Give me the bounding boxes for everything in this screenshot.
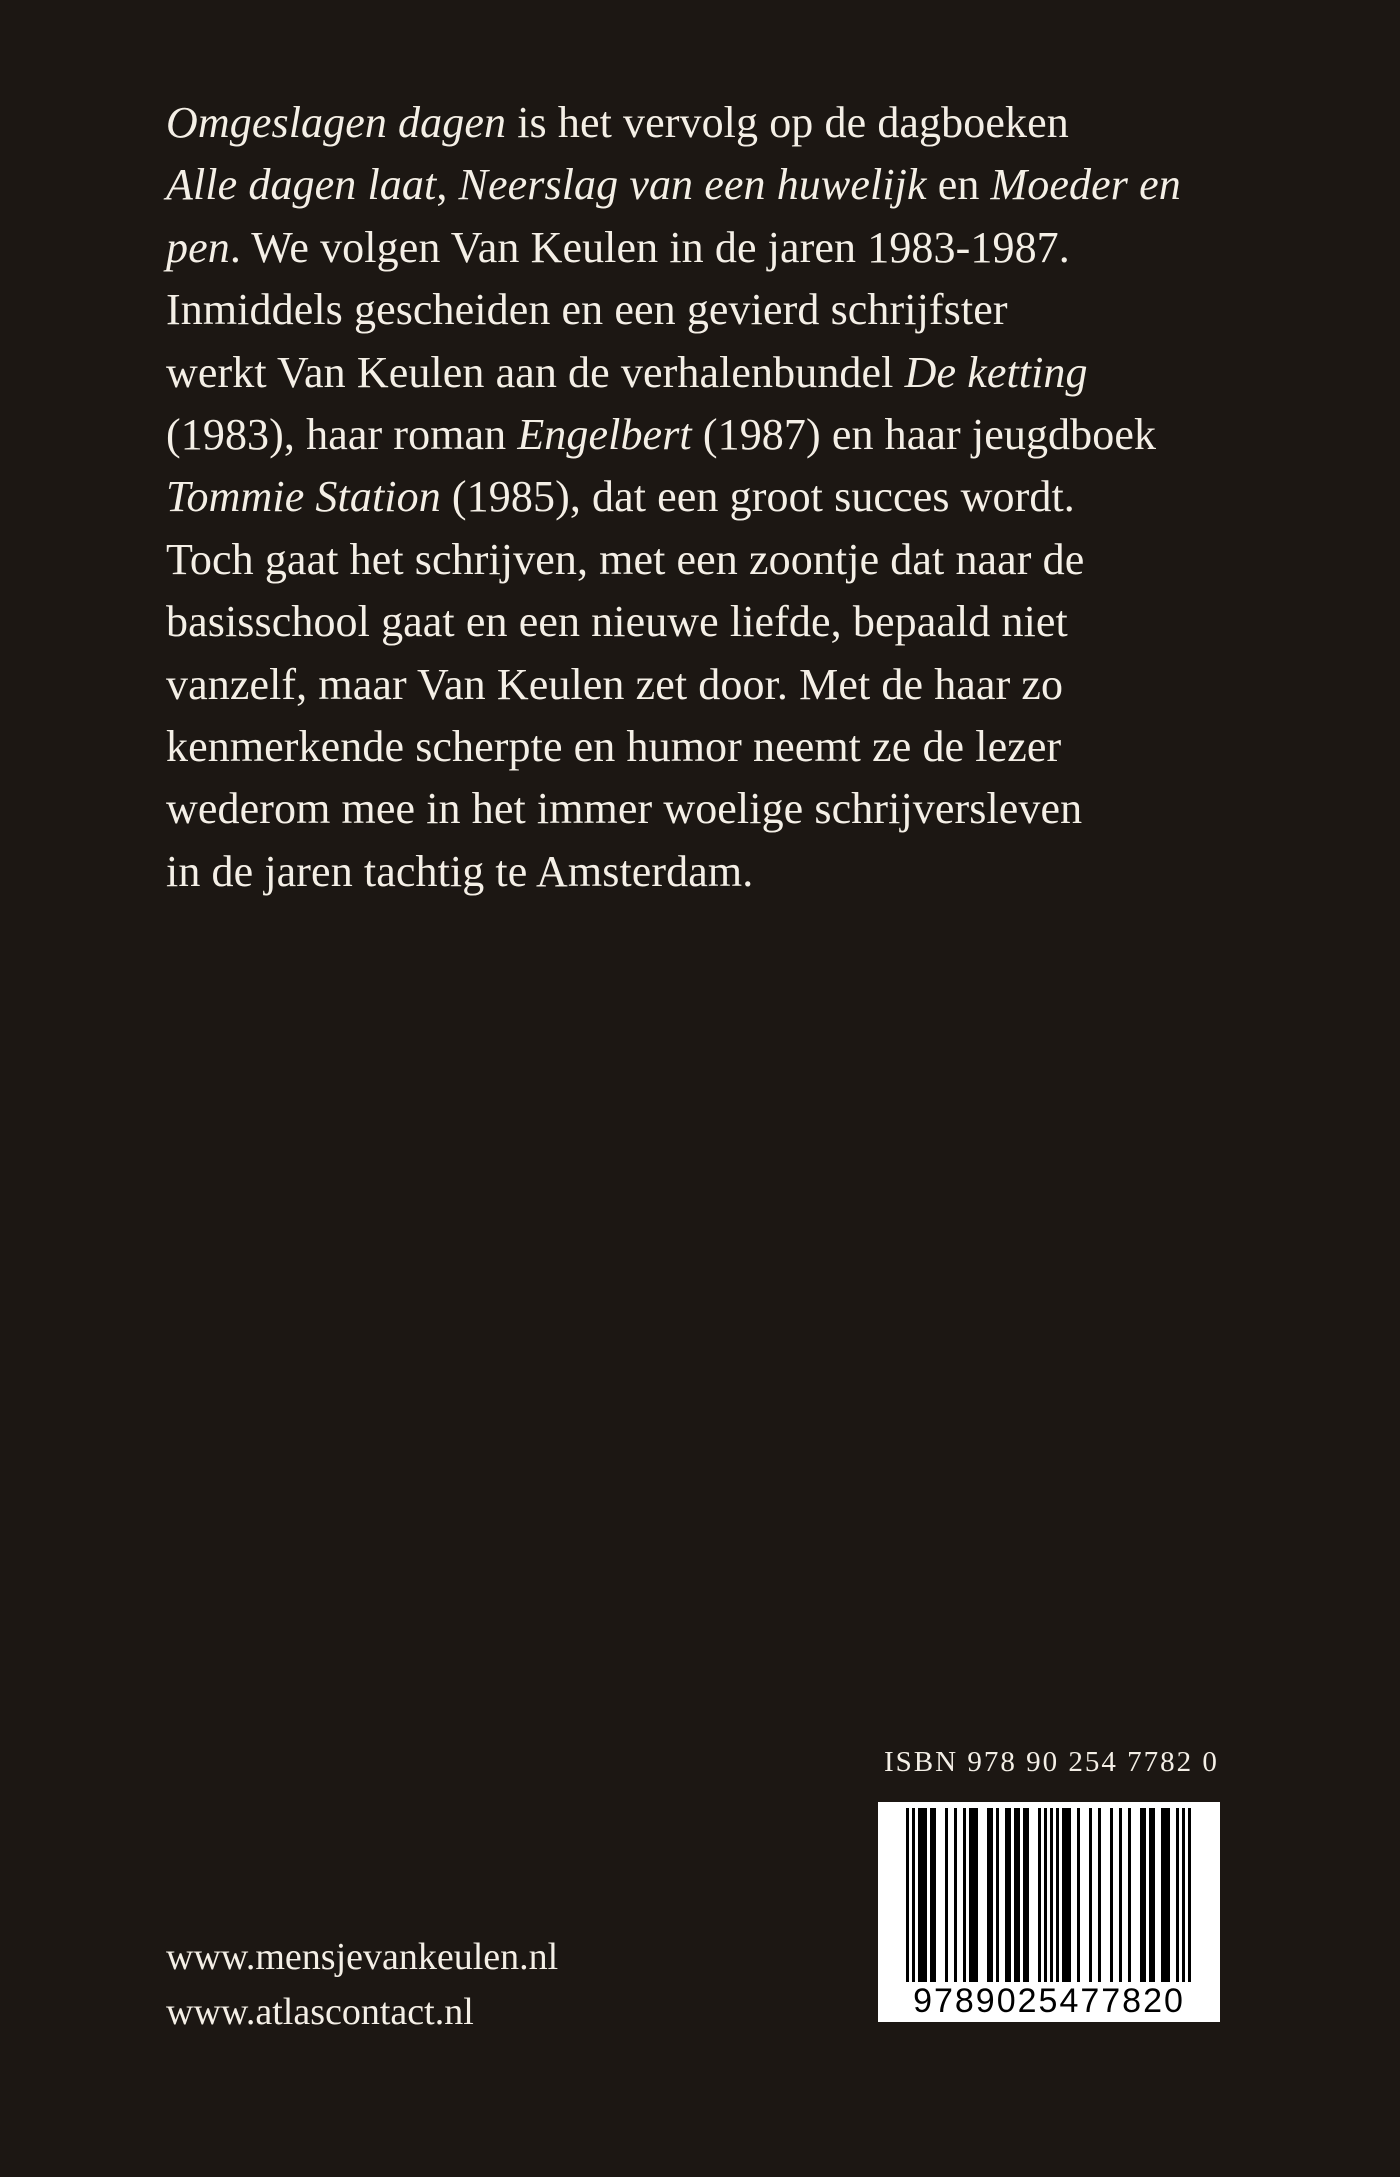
blurb-text: werkt Van Keulen aan de verhalenbundel (166, 347, 905, 397)
barcode-bar (1176, 1808, 1179, 1986)
blurb-line (166, 841, 1246, 903)
blurb-line (166, 342, 1246, 404)
barcode-bar (987, 1808, 990, 1986)
barcode-bar (1062, 1808, 1065, 1986)
back-cover-blurb (166, 92, 1246, 903)
barcode-bar (1050, 1808, 1053, 1998)
blurb-text: (1987) en haar jeugdboek (691, 410, 1157, 460)
link-atlascontact[interactable]: www.atlascontact.nl (166, 1991, 474, 2033)
barcode-bar (921, 1808, 924, 1986)
barcode-bar (969, 1808, 972, 1986)
blurb-line (166, 716, 1246, 778)
barcode-bar (1119, 1808, 1122, 1986)
barcode-bar (1143, 1808, 1146, 1986)
barcode-bar (1017, 1808, 1020, 1986)
blurb-text: Inmiddels gescheiden en een gevierd schrijfster (166, 285, 1008, 335)
barcode-bar (972, 1808, 975, 1986)
blurb-line (166, 529, 1246, 591)
barcode-bar (924, 1808, 927, 1986)
blurb-italic-title: pen (166, 222, 230, 272)
barcode-bar (954, 1808, 957, 1986)
barcode-bar (1014, 1808, 1017, 1986)
blurb-line (166, 466, 1246, 528)
blurb-line (166, 92, 1246, 154)
barcode-bar (1008, 1808, 1011, 1986)
blurb-line (166, 217, 1246, 279)
blurb-line (166, 778, 1246, 840)
barcode-bar (933, 1808, 936, 1986)
blurb-text: vanzelf, maar Van Keulen zet door. Met de haar zo (166, 659, 1064, 709)
barcode-bar (1128, 1808, 1131, 1986)
isbn-label: ISBN 978 90 254 7782 0 (884, 1746, 1219, 1778)
barcode-bar (975, 1808, 978, 1986)
barcode-bar (1068, 1808, 1071, 1986)
barcode-bar (1026, 1808, 1029, 1986)
blurb-text: basisschool gaat en een nieuwe liefde, bepaald niet (166, 597, 1068, 647)
blurb-italic-title: Neerslag van een huwelijk (458, 160, 927, 210)
blurb-italic-title: Alle dagen laat (166, 160, 437, 210)
barcode-bar (963, 1808, 966, 1986)
blurb-line (166, 279, 1246, 341)
barcode-bar (945, 1808, 948, 1986)
website-links (166, 1930, 558, 2040)
barcode-bar (912, 1808, 915, 1998)
blurb-italic-title: Omgeslagen dagen (166, 98, 507, 147)
barcode-bar (918, 1808, 921, 1986)
barcode-bar (1110, 1808, 1113, 1986)
blurb-text: in de jaren tachtig te Amsterdam. (166, 846, 754, 896)
blurb-text: (1983), haar roman (166, 410, 518, 460)
blurb-italic-title: Engelbert (517, 410, 692, 460)
barcode-bar (1164, 1808, 1167, 1986)
blurb-italic-title: Tommie Station (166, 472, 441, 522)
blurb-line (166, 404, 1246, 466)
barcode-bar (1023, 1808, 1026, 1986)
barcode-bar (1140, 1808, 1143, 1986)
blurb-text: wederom mee in het immer woelige schrijversleven (166, 784, 1083, 834)
barcode-bar (1098, 1808, 1101, 1986)
barcode-bar (1077, 1808, 1080, 1986)
blurb-italic-title: De ketting (904, 347, 1088, 397)
blurb-text: . We volgen Van Keulen in de jaren 1983-1987. (229, 222, 1070, 272)
blurb-text: (1985), dat een groot succes wordt. (440, 472, 1075, 522)
barcode-number: 9789025477820 (890, 1982, 1208, 2020)
blurb-text: kenmerkende scherpte en humor neemt ze de lezer (166, 722, 1062, 772)
barcode-bar (1089, 1808, 1092, 1986)
barcode-bar (1056, 1808, 1059, 1986)
barcode-bar (1188, 1808, 1191, 1998)
blurb-text: is het vervolg op de dagboeken (506, 98, 1069, 147)
barcode-bar (1167, 1808, 1170, 1986)
barcode-bar (1065, 1808, 1068, 1986)
barcode-bar (1005, 1808, 1008, 1986)
barcode-bar (930, 1808, 933, 1986)
blurb-line (166, 154, 1246, 216)
blurb-text: en (926, 160, 991, 210)
barcode-bar (996, 1808, 999, 1986)
barcode-bar (1152, 1808, 1155, 1986)
barcode-bar (906, 1808, 909, 1998)
barcode-bar (1044, 1808, 1047, 1998)
barcode-bar (990, 1808, 993, 1986)
blurb-line (166, 591, 1246, 653)
barcode-bar (1149, 1808, 1152, 1986)
blurb-line (166, 654, 1246, 716)
blurb-text: Toch gaat het schrijven, met een zoontje dat naar de (166, 534, 1085, 584)
barcode (878, 1802, 1220, 2022)
barcode-bar (1161, 1808, 1164, 1986)
barcode-bar (1182, 1808, 1185, 1998)
blurb-italic-title: Moeder en (990, 160, 1181, 210)
barcode-bar (1038, 1808, 1041, 1986)
blurb-text: , (436, 160, 459, 210)
link-mensjevankeulen[interactable]: www.mensjevankeulen.nl (166, 1936, 559, 1978)
